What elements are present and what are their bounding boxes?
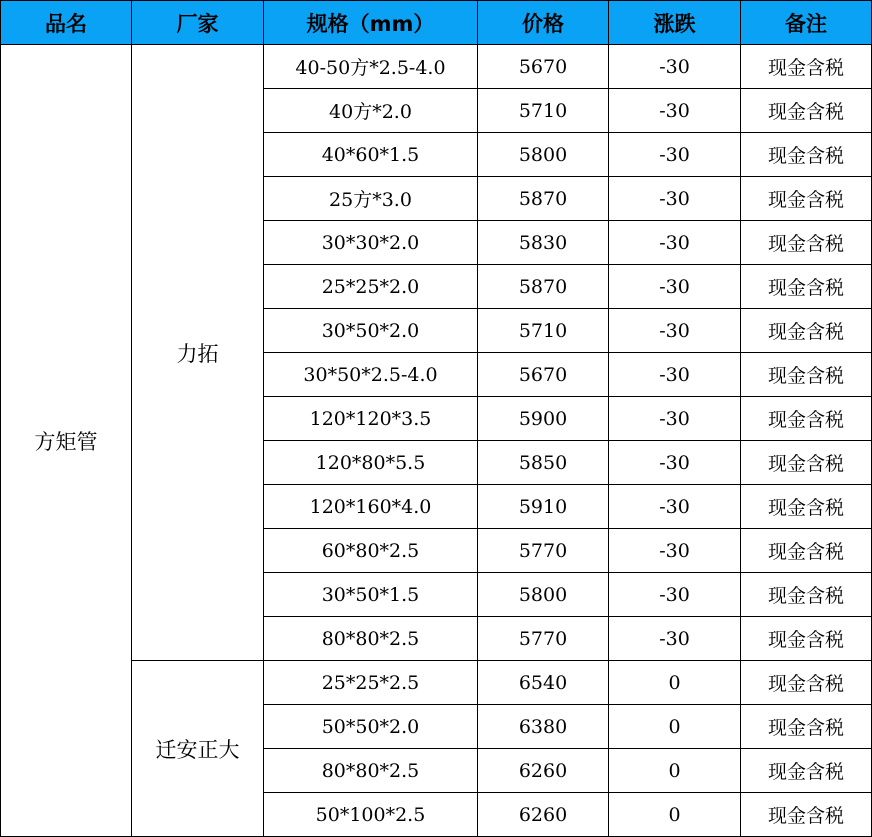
product-name-cell: 方矩管 — [1, 45, 132, 837]
change-cell: 0 — [609, 661, 741, 705]
note-cell: 现金含税 — [741, 177, 872, 221]
note-cell: 现金含税 — [741, 133, 872, 177]
header-spec: 规格（mm） — [264, 1, 478, 45]
change-cell: -30 — [609, 397, 741, 441]
change-cell: -30 — [609, 309, 741, 353]
manufacturer-cell: 力拓 — [132, 45, 264, 661]
spec-cell: 25*25*2.5 — [264, 661, 478, 705]
spec-cell: 80*80*2.5 — [264, 617, 478, 661]
change-cell: -30 — [609, 353, 741, 397]
spec-cell: 120*80*5.5 — [264, 441, 478, 485]
spec-cell: 30*50*2.5-4.0 — [264, 353, 478, 397]
note-cell: 现金含税 — [741, 89, 872, 133]
price-cell: 5770 — [478, 617, 609, 661]
table-row — [1, 45, 872, 89]
note-cell: 现金含税 — [741, 265, 872, 309]
price-cell: 5670 — [478, 353, 609, 397]
note-cell: 现金含税 — [741, 353, 872, 397]
price-cell: 6540 — [478, 661, 609, 705]
spec-cell: 30*50*1.5 — [264, 573, 478, 617]
header-note: 备注 — [741, 1, 872, 45]
spec-cell: 30*50*2.0 — [264, 309, 478, 353]
note-cell: 现金含税 — [741, 221, 872, 265]
note-cell: 现金含税 — [741, 309, 872, 353]
spec-cell: 40方*2.0 — [264, 89, 478, 133]
note-cell: 现金含税 — [741, 617, 872, 661]
spec-cell: 120*160*4.0 — [264, 485, 478, 529]
price-cell: 5710 — [478, 309, 609, 353]
change-cell: 0 — [609, 749, 741, 793]
price-cell: 5910 — [478, 485, 609, 529]
price-cell: 5670 — [478, 45, 609, 89]
change-cell: -30 — [609, 89, 741, 133]
header-manufacturer: 厂家 — [132, 1, 264, 45]
spec-cell: 25方*3.0 — [264, 177, 478, 221]
spec-cell: 40*60*1.5 — [264, 133, 478, 177]
change-cell: -30 — [609, 441, 741, 485]
spec-cell: 40-50方*2.5-4.0 — [264, 45, 478, 89]
header-product: 品名 — [1, 1, 132, 45]
spec-cell: 30*30*2.0 — [264, 221, 478, 265]
note-cell: 现金含税 — [741, 573, 872, 617]
note-cell: 现金含税 — [741, 485, 872, 529]
price-cell: 5870 — [478, 265, 609, 309]
note-cell: 现金含税 — [741, 45, 872, 89]
note-cell: 现金含税 — [741, 529, 872, 573]
change-cell: -30 — [609, 177, 741, 221]
spec-cell: 50*100*2.5 — [264, 793, 478, 837]
table-row — [1, 661, 872, 705]
note-cell: 现金含税 — [741, 749, 872, 793]
change-cell: -30 — [609, 617, 741, 661]
header-row — [1, 1, 872, 45]
note-cell: 现金含税 — [741, 793, 872, 837]
change-cell: -30 — [609, 265, 741, 309]
price-cell: 5850 — [478, 441, 609, 485]
header-change: 涨跌 — [609, 1, 741, 45]
spec-cell: 50*50*2.0 — [264, 705, 478, 749]
price-cell: 5830 — [478, 221, 609, 265]
change-cell: -30 — [609, 221, 741, 265]
spec-cell: 60*80*2.5 — [264, 529, 478, 573]
price-cell: 6260 — [478, 749, 609, 793]
change-cell: -30 — [609, 133, 741, 177]
note-cell: 现金含税 — [741, 397, 872, 441]
note-cell: 现金含税 — [741, 705, 872, 749]
note-cell: 现金含税 — [741, 661, 872, 705]
note-cell: 现金含税 — [741, 441, 872, 485]
price-cell: 5870 — [478, 177, 609, 221]
change-cell: 0 — [609, 793, 741, 837]
price-cell: 6260 — [478, 793, 609, 837]
change-cell: -30 — [609, 529, 741, 573]
change-cell: -30 — [609, 45, 741, 89]
table-body — [1, 45, 872, 837]
change-cell: 0 — [609, 705, 741, 749]
manufacturer-cell: 迁安正大 — [132, 661, 264, 837]
spec-cell: 25*25*2.0 — [264, 265, 478, 309]
price-cell: 5770 — [478, 529, 609, 573]
price-cell: 6380 — [478, 705, 609, 749]
price-cell: 5710 — [478, 89, 609, 133]
change-cell: -30 — [609, 485, 741, 529]
price-cell: 5900 — [478, 397, 609, 441]
price-cell: 5800 — [478, 573, 609, 617]
spec-cell: 120*120*3.5 — [264, 397, 478, 441]
change-cell: -30 — [609, 573, 741, 617]
price-cell: 5800 — [478, 133, 609, 177]
spec-cell: 80*80*2.5 — [264, 749, 478, 793]
header-price: 价格 — [478, 1, 609, 45]
